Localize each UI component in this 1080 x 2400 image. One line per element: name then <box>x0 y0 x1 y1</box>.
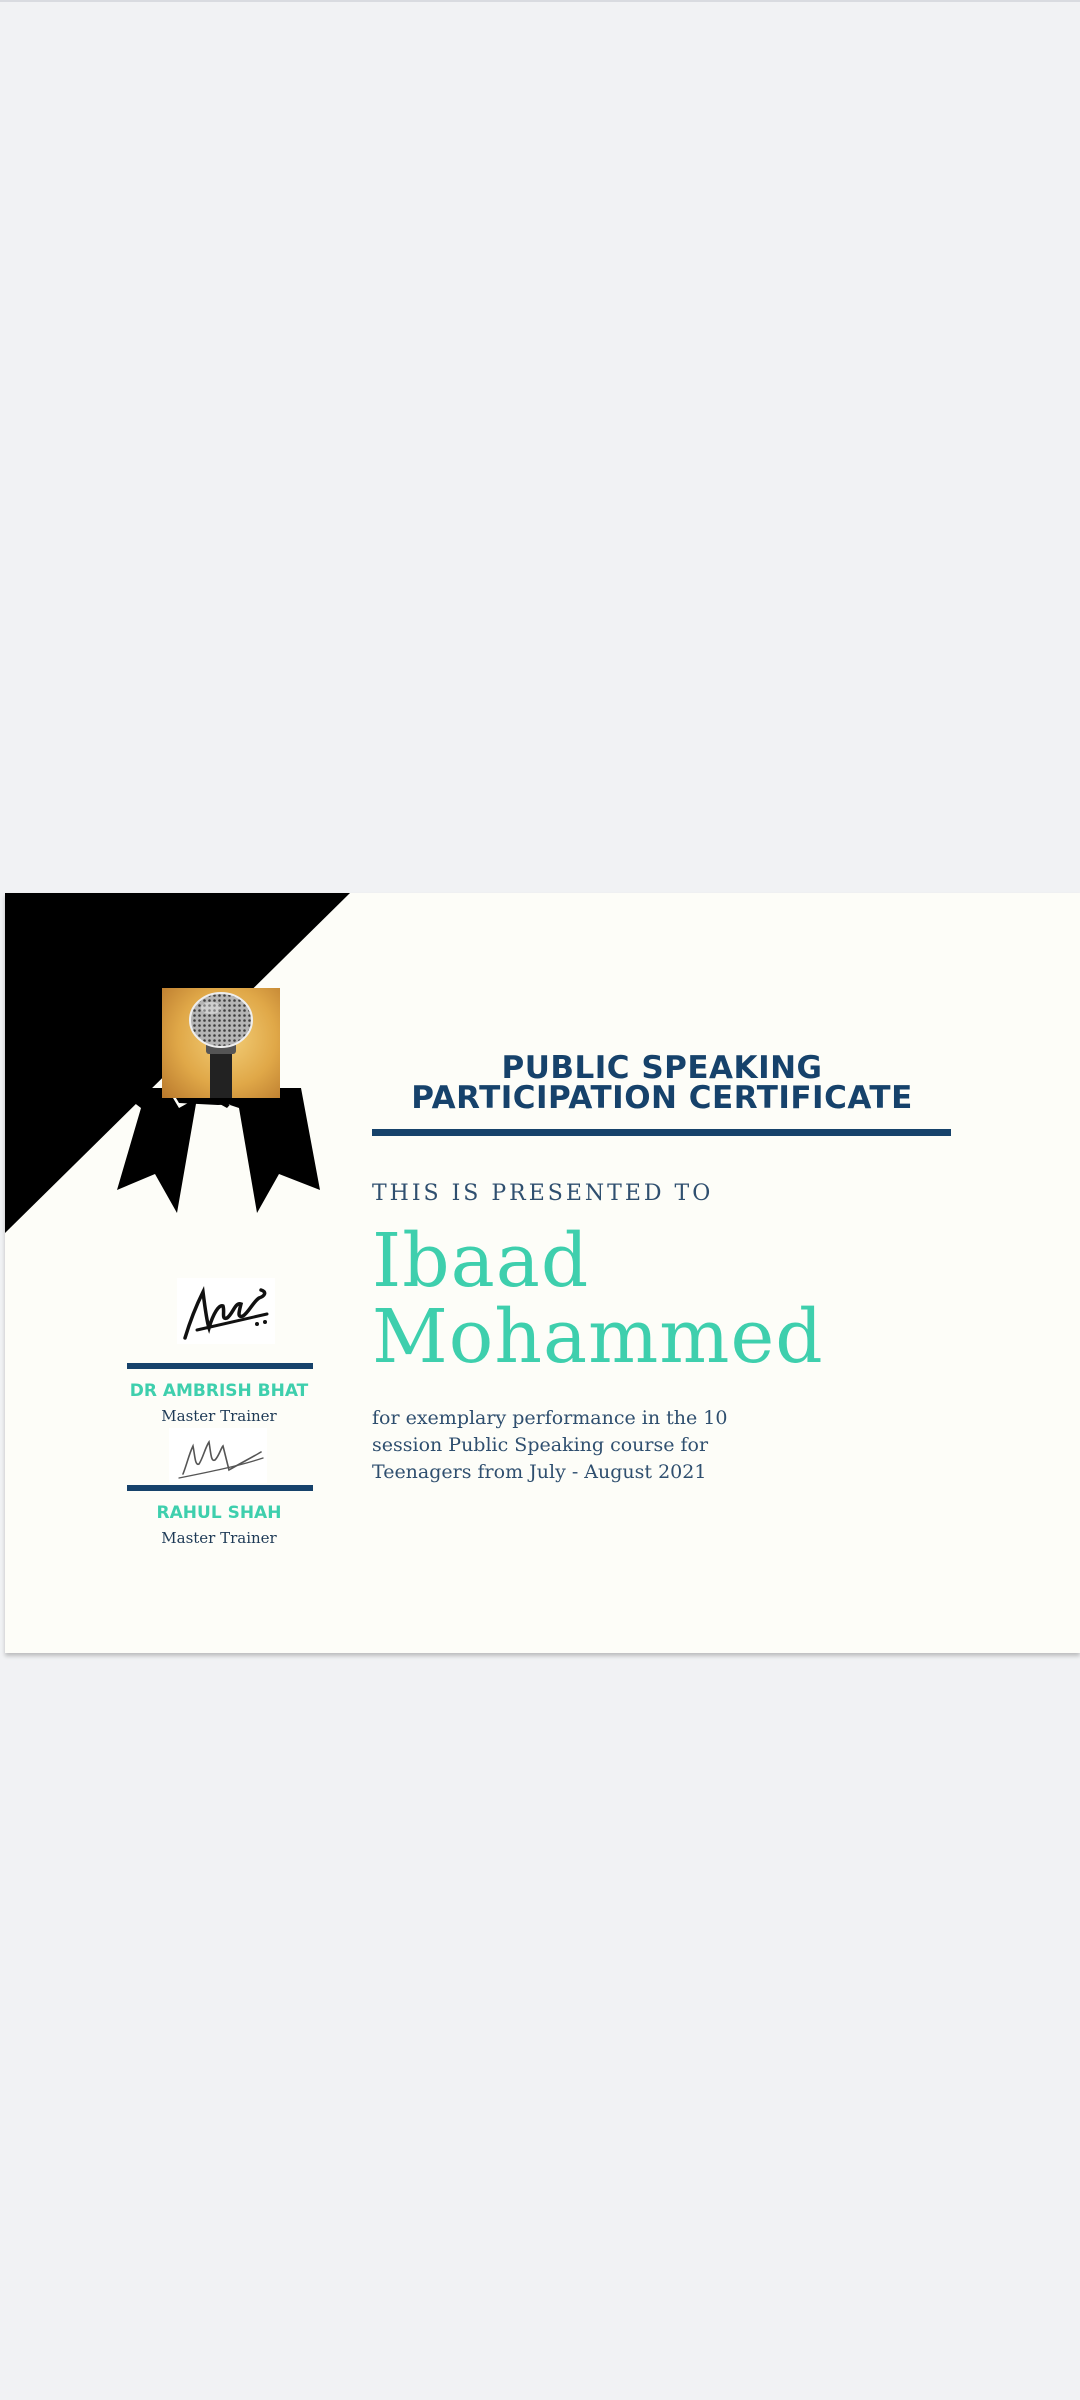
microphone-icon <box>162 988 280 1098</box>
recipient-first-name: Ibaad <box>372 1218 590 1304</box>
title-line-2: PARTICIPATION CERTIFICATE <box>411 1080 913 1116</box>
title-underline <box>372 1129 951 1136</box>
presented-to-label: THIS IS PRESENTED TO <box>372 1181 714 1206</box>
recipient-name <box>372 1218 972 1380</box>
signature-rahul-shah <box>169 1428 267 1483</box>
certificate-title <box>372 1050 952 1116</box>
signature-line-1 <box>127 1363 313 1369</box>
certificate-description: for exemplary performance in the 10 session Public Speaking course for Teenagers from July - August 2021 <box>372 1407 728 1483</box>
signatory-name-1: DR AMBRISH BHAT <box>129 1381 309 1401</box>
signatory-name-2: RAHUL SHAH <box>156 1503 282 1523</box>
signatory-role-2: Master Trainer <box>161 1529 277 1547</box>
signatory-role-1: Master Trainer <box>161 1407 277 1425</box>
signature-line-2 <box>127 1485 313 1491</box>
certificate <box>5 893 1080 1653</box>
ribbon-icon <box>115 1088 325 1228</box>
signature-ambrish-bhat <box>177 1278 275 1344</box>
recipient-last-name: Mohammed <box>372 1294 824 1380</box>
top-divider <box>0 0 1080 2</box>
title-line-1: PUBLIC SPEAKING <box>501 1050 823 1086</box>
